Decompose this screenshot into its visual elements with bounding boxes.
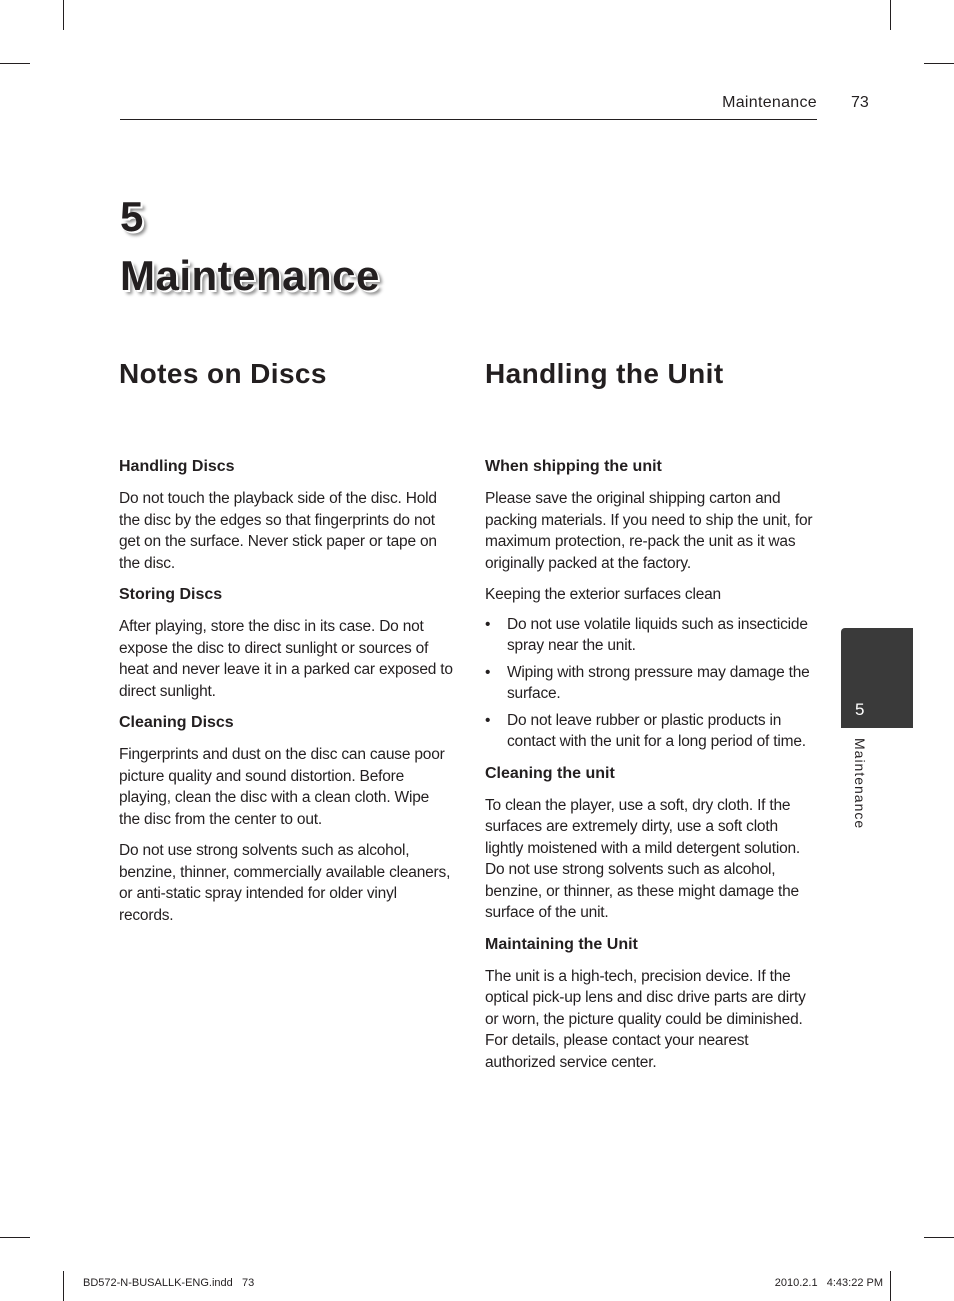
running-head: [120, 94, 817, 120]
chapter-number: 5: [120, 193, 144, 240]
crop-mark: [0, 63, 30, 64]
sub-heading: Maintaining the Unit: [485, 935, 638, 953]
sub-heading: Cleaning Discs: [119, 714, 234, 731]
chapter-title: Maintenance: [120, 252, 380, 299]
sub-heading: When shipping the unit: [485, 458, 662, 475]
crop-mark: [63, 1271, 64, 1301]
footer-file: BD572-N-BUSALLK-ENG.indd 73: [83, 1277, 255, 1289]
paragraph: Do not touch the playback side of the disc. Hold the disc by the edges so that fingerprints do not get on the surface. Never stick paper or tape on the disc.: [119, 490, 437, 572]
handling-unit-column: [485, 356, 815, 1083]
paragraph: Fingerprints and dust on the disc can cause poor picture quality and sound distortion. Before playing, clean the disc with a clean cloth. Wipe the disc from the center to out.: [119, 746, 445, 828]
paragraph: Keeping the exterior surfaces clean: [485, 586, 721, 603]
list-item: • Do not leave rubber or plastic products in contact with the unit for a long period of time.: [485, 711, 806, 750]
page-number: 73: [851, 94, 869, 111]
list-item: • Wiping with strong pressure may damage the surface.: [485, 663, 810, 702]
paragraph: To clean the player, use a soft, dry cloth. If the surfaces are extremely dirty, use a soft cloth lightly moistened with a mild detergent solution. Do not use strong solvents such as alcohol, benzine, or thinner, as these might damage the surface of the unit.: [485, 796, 801, 921]
crop-mark: [890, 0, 891, 30]
bullet: •: [485, 711, 491, 729]
crop-mark: [0, 1237, 30, 1238]
notes-on-discs-column: [119, 356, 454, 936]
footer-timestamp: 2010.2.1 4:43:22 PM: [774, 1277, 883, 1289]
crop-mark: [890, 1271, 891, 1301]
sub-heading: Handling Discs: [119, 458, 235, 475]
chapter-tab-label: Maintenance: [852, 738, 868, 830]
crop-mark: [924, 63, 954, 64]
chapter-tab-number: 5: [855, 700, 865, 719]
sub-heading: Storing Discs: [119, 586, 223, 603]
list-item: • Do not use volatile liquids such as insecticide spray near the unit.: [485, 615, 808, 654]
section-heading: Handling the Unit: [485, 358, 724, 389]
crop-mark: [924, 1237, 954, 1238]
bullet-list: [485, 614, 815, 753]
bullet: •: [485, 663, 491, 681]
bullet: •: [485, 615, 491, 633]
crop-mark: [63, 0, 64, 30]
paragraph: After playing, store the disc in its case. Do not expose the disc to direct sunlight or sources of heat and never leave it in a parked car exposed to direct sunlight.: [119, 618, 453, 700]
paragraph: Please save the original shipping carton and packing materials. If you need to ship the unit, for maximum protection, re-pack the unit as it was originally packed at the factory.: [485, 490, 813, 572]
paragraph: Do not use strong solvents such as alcohol, benzine, thinner, commercially available cleaners, or anti-static spray intended for older vinyl records.: [119, 842, 451, 924]
paragraph: The unit is a high-tech, precision device. If the optical pick-up lens and disc drive parts are dirty or worn, the picture quality could be diminished. For details, please contact your nearest authorized service center.: [485, 967, 806, 1071]
chapter-tab: [841, 628, 913, 728]
sub-heading: Cleaning the unit: [485, 764, 615, 782]
running-title: Maintenance: [722, 94, 817, 111]
section-heading: Notes on Discs: [119, 358, 327, 389]
